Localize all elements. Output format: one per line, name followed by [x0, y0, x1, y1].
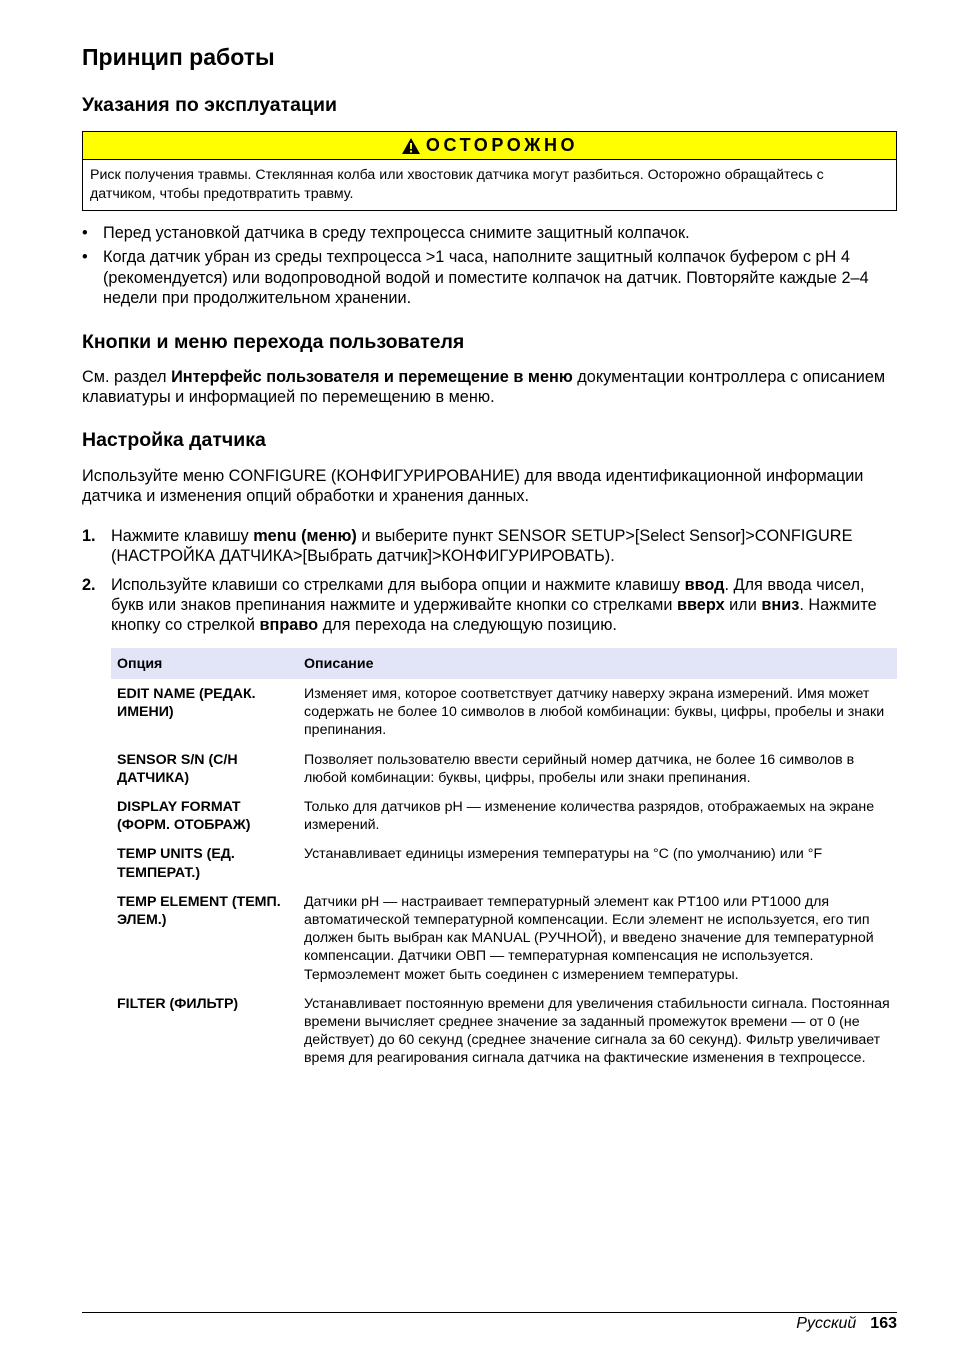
step-item: [82, 526, 897, 567]
table-row: [111, 679, 897, 745]
column-header-description: Описание: [298, 648, 897, 679]
text-span: для перехода на следующую позицию.: [318, 616, 617, 635]
operation-bullet-list: [82, 223, 897, 312]
step-number: 2.: [82, 575, 96, 594]
option-name: TEMP UNITS (ЕД. ТЕМПЕРАТ.): [117, 846, 235, 881]
option-description: Только для датчиков pH — изменение количества разрядов, отображаемых на экране измерений.: [304, 799, 875, 834]
heading-buttons: Кнопки и меню перехода пользователя: [82, 331, 465, 353]
option-description: Устанавливает единицы измерения температуры на °C (по умолчанию) или °F: [304, 846, 823, 863]
config-intro: Используйте меню CONFIGURE (КОНФИГУРИРОВАНИЕ) для ввода идентификационной информации датчика и изменения опций обработки и хранения данных.: [82, 467, 864, 505]
table-row: [111, 745, 897, 792]
key-name: вниз: [761, 595, 800, 614]
config-steps: [82, 526, 897, 643]
key-name: ввод: [684, 575, 725, 594]
key-name: вправо: [259, 616, 319, 635]
table-row: [111, 887, 897, 989]
page-number: 163: [870, 1315, 897, 1332]
text-span: Используйте клавиши со стрелками для выбора опции и нажмите клавишу: [111, 575, 685, 594]
options-table: [111, 648, 897, 1073]
caution-text: Риск получения травмы. Стеклянная колба или хвостовик датчика могут разбиться. Осторожно обращайтесь с датчиком, чтобы предотвратить травму.: [90, 167, 824, 202]
table-header-row: [111, 648, 897, 679]
option-name: DISPLAY FORMAT (ФОРМ. ОТОБРАЖ): [117, 799, 251, 834]
option-name: TEMP ELEMENT (ТЕМП. ЭЛЕМ.): [117, 893, 281, 929]
heading-sensor-config: Настройка датчика: [82, 429, 266, 451]
text-span: документации контроллера с описанием клавиатуры и информацией по перемещению в меню.: [82, 368, 886, 406]
text-span: или: [724, 595, 762, 614]
table-row: [111, 989, 897, 1073]
text-span: . Для ввода чисел, букв или знаков препинания нажмите и удерживайте кнопки со стрелками: [111, 575, 865, 614]
text-span: и выберите пункт SENSOR SETUP>[Select Sensor]>CONFIGURE (НАСТРОЙКА ДАТЧИКА>[Выбрать датчик]>КОНФИГУРИРОВАТЬ).: [111, 527, 853, 566]
option-name: EDIT NAME (РЕДАК. ИМЕНИ): [117, 686, 256, 721]
column-header-option: Опция: [111, 648, 298, 679]
option-description: Изменяет имя, которое соответствует датчику наверху экрана измерений. Имя может содержать не более 10 символов в любой комбинации: буквы, цифры, пробелы и знаки препинания.: [304, 686, 885, 739]
key-name: menu (меню): [253, 527, 357, 545]
buttons-paragraph: [82, 367, 897, 407]
text-span: Нажмите клавишу: [111, 527, 254, 545]
list-item: • Перед установкой датчика в среду техпроцесса снимите защитный колпачок.: [82, 223, 897, 243]
caution-label: ОСТОРОЖНО: [425, 135, 579, 155]
caution-header: [83, 132, 896, 160]
option-name: SENSOR S/N (С/Н ДАТЧИКА): [117, 751, 238, 786]
page-title: Принцип работы: [82, 44, 275, 70]
step-item: [82, 575, 897, 636]
step-number: 1.: [82, 527, 96, 545]
page-footer: [82, 1312, 897, 1336]
footer-language: Русский: [796, 1315, 857, 1332]
option-name: FILTER (ФИЛЬТР): [117, 995, 239, 1012]
key-name: вверх: [676, 595, 725, 614]
cross-reference: Интерфейс пользователя и перемещение в меню: [171, 368, 573, 386]
text-span: См. раздел: [82, 368, 172, 386]
table-row: [111, 839, 897, 886]
text-span: . Нажмите кнопку со стрелкой: [111, 595, 877, 635]
caution-box: [82, 131, 897, 211]
table-row: [111, 792, 897, 839]
option-description: Позволяет пользователю ввести серийный номер датчика, не более 16 символов в любой комбинации: буквы, цифры, пробелы или знаки препинания.: [304, 751, 855, 786]
heading-operation: Указания по эксплуатации: [82, 94, 337, 116]
warning-triangle-icon: [401, 137, 421, 155]
option-description: Устанавливает постоянную времени для увеличения стабильности сигнала. Постоянная времени вычисляет среднее значение за заданный промежуток времени — от 0 (не действует) до 60 секунд (среднее значение сигнала за 60 секунд). Фильтр увеличивает время для реагирования сигнала датчика на фактические изменения в техпроцессе.: [304, 995, 890, 1067]
option-description: Датчики pH — настраивает температурный элемент как PT100 или PT1000 для автоматической температурной компенсации. Если элемент не используется, его тип должен быть выбран как MANUAL (РУЧНОЙ), и введено значение для температурной компенсации. Датчики ОВП — температурная компенсация не используется. Термоэлемент может быть соединен с измерением температуры.: [304, 893, 874, 983]
list-item: • Когда датчик убран из среды техпроцесса >1 часа, наполните защитный колпачок буфером с pH 4 (рекомендуется) или водопроводной водой и поместите колпачок на датчик. Повторяйте каждые 2–4 недели при продолжительном хранении.: [82, 247, 897, 308]
